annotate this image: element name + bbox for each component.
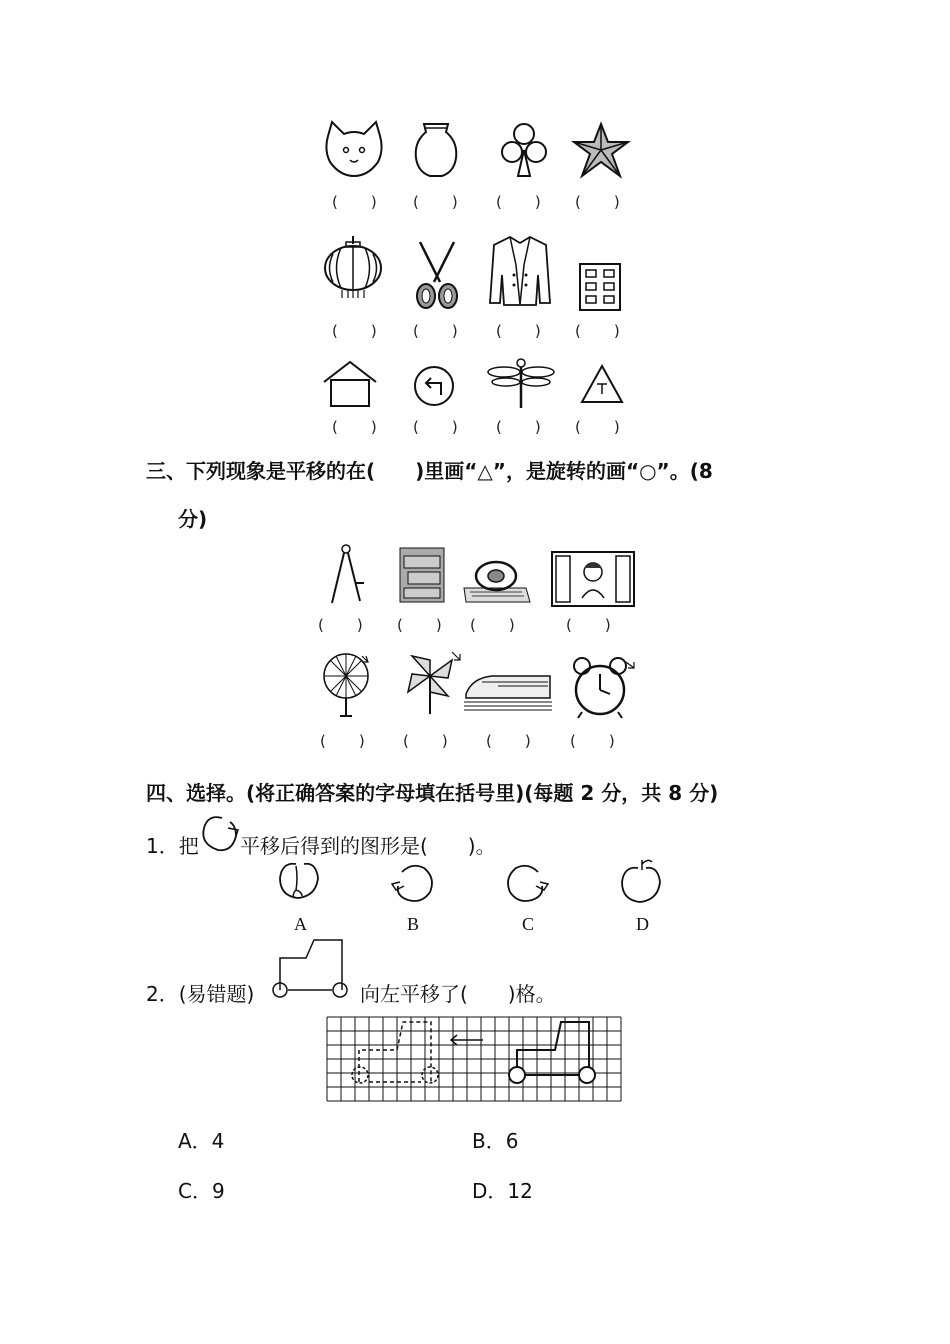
sliding-window-icon	[550, 548, 636, 608]
apple-icon	[200, 812, 242, 854]
vase-icon	[410, 120, 462, 180]
phenomenon-paren[interactable]: ( )	[570, 732, 616, 750]
house-icon	[322, 360, 378, 408]
figure-paren[interactable]: ( )	[413, 193, 459, 211]
figure-paren[interactable]: ( )	[332, 193, 378, 211]
phenomenon-paren[interactable]: ( )	[320, 732, 366, 750]
phenomenon-paren[interactable]: ( )	[397, 616, 443, 634]
figure-paren[interactable]: ( )	[575, 322, 621, 340]
phenomenon-paren[interactable]: ( )	[470, 616, 516, 634]
pinwheel-star-icon	[570, 122, 632, 180]
dragonfly-icon	[486, 358, 556, 410]
truck-icon	[270, 936, 352, 1000]
choice-d[interactable]: D．12	[472, 1179, 533, 1203]
figure-paren[interactable]: ( )	[332, 322, 378, 340]
choice-c[interactable]: C．9	[178, 1179, 225, 1203]
choice-a[interactable]: A．4	[178, 1129, 225, 1153]
figure-paren[interactable]: ( )	[332, 418, 378, 436]
triangle-sign-icon	[580, 364, 624, 404]
cat-face-icon	[322, 120, 386, 180]
option-d-label[interactable]: D	[636, 914, 649, 934]
turn-left-sign-icon	[413, 365, 455, 407]
drawer-cabinet-icon	[398, 546, 448, 604]
option-a-label[interactable]: A	[294, 914, 307, 934]
club-icon	[498, 120, 550, 180]
phenomenon-paren[interactable]: ( )	[486, 732, 532, 750]
figure-paren[interactable]: ( )	[496, 193, 542, 211]
figure-paren[interactable]: ( )	[496, 418, 542, 436]
q1-text: 平移后得到的图形是( )。	[240, 834, 496, 858]
translation-grid	[327, 1017, 623, 1105]
jacket-icon	[488, 235, 552, 307]
choice-b[interactable]: B．6	[472, 1129, 519, 1153]
window-panel-icon	[578, 262, 622, 312]
section3-heading: 三、下列现象是平移的在( )里画“△”，是旋转的画“○”。(8	[146, 459, 713, 483]
section3-heading-cont: 分)	[178, 507, 208, 531]
figure-paren[interactable]: ( )	[575, 193, 621, 211]
figure-paren[interactable]: ( )	[413, 418, 459, 436]
figure-paren[interactable]: ( )	[413, 322, 459, 340]
train-icon	[462, 670, 554, 712]
apple-option-d-icon	[618, 856, 666, 906]
q2-number: 2．(易错题)	[146, 982, 255, 1006]
phenomenon-paren[interactable]: ( )	[318, 616, 364, 634]
lantern-icon	[322, 236, 384, 300]
q2-text: 向左平移了( )格。	[360, 982, 556, 1006]
phenomenon-paren[interactable]: ( )	[566, 616, 612, 634]
steering-wheel-icon	[462, 558, 530, 602]
section4-heading: 四、选择。(将正确答案的字母填在括号里)(每题 2 分，共 8 分)	[146, 781, 719, 805]
pinwheel-icon	[402, 650, 462, 716]
apple-option-c-icon	[502, 860, 554, 906]
fan-icon	[322, 650, 372, 720]
alarm-clock-icon	[568, 656, 638, 720]
figure-paren[interactable]: ( )	[575, 418, 621, 436]
compass-icon	[326, 543, 366, 607]
q1-number: 1．把	[146, 834, 199, 858]
figure-paren[interactable]: ( )	[496, 322, 542, 340]
scissors-icon	[410, 240, 464, 310]
phenomenon-paren[interactable]: ( )	[403, 732, 449, 750]
option-b-label[interactable]: B	[407, 914, 420, 934]
apple-option-b-icon	[388, 860, 438, 906]
option-c-label[interactable]: C	[522, 914, 535, 934]
apple-option-a-icon	[276, 856, 324, 904]
